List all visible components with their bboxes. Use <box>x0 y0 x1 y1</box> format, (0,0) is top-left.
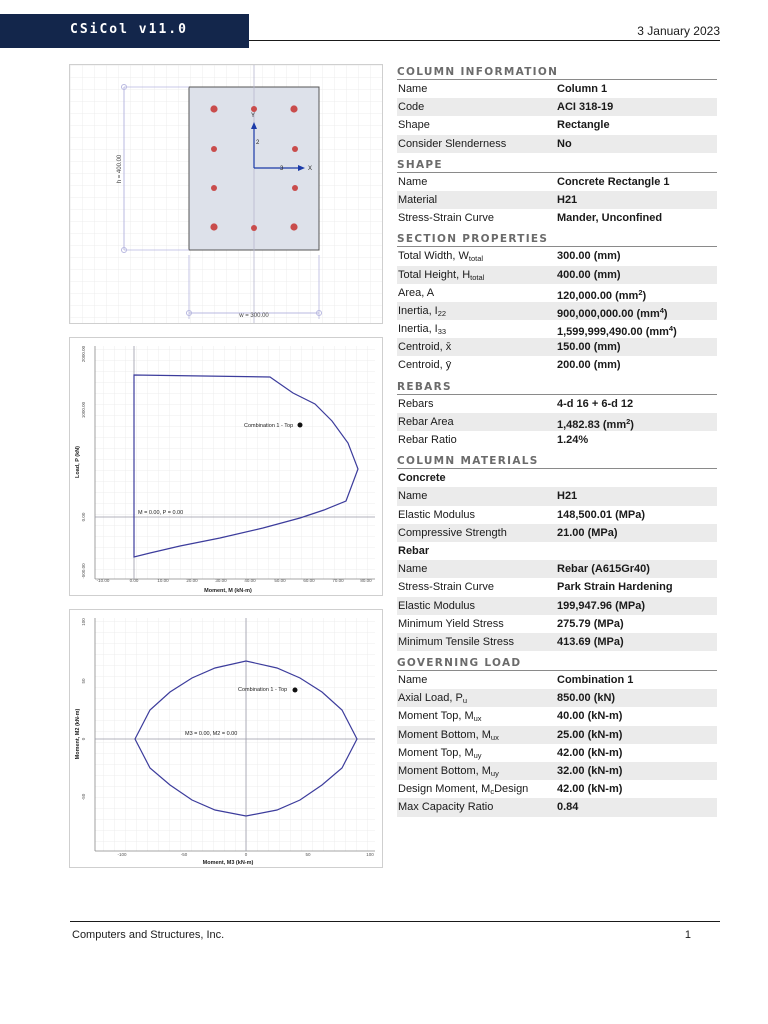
row-value: ACI 318-19 <box>557 101 614 114</box>
section-title-section-properties: SECTION PROPERTIES <box>397 231 717 247</box>
row-label: Moment Top, $M_{ux}$ <box>398 710 482 724</box>
row-label: Name <box>398 490 428 503</box>
table-row <box>397 320 717 338</box>
y-tick-label: 0.00 <box>81 512 86 522</box>
row-value: Park Strain Hardening <box>557 581 673 594</box>
row-label: Total Width, $W_{total}$ <box>398 250 484 264</box>
demand-point-label: Combination 1 - Top <box>238 687 288 693</box>
x-tick-label: 0.00 <box>129 578 139 583</box>
x-tick-label: 0 <box>244 852 248 857</box>
row-label: Shape <box>398 119 430 132</box>
x-axis-title: Moment, M (kN-m) <box>204 588 252 594</box>
origin-label: M3 = 0.00, M2 = 0.00 <box>185 731 238 737</box>
demand-point-label: Combination 1 - Top <box>244 423 294 429</box>
row-value: 32.00 (kN-m) <box>557 765 623 777</box>
rebar <box>251 106 257 112</box>
mm-interaction-chart <box>70 610 382 867</box>
section-drawing-panel <box>69 64 383 324</box>
row-label: Compressive Strength <box>398 526 507 539</box>
origin-label: M = 0.00, P = 0.00 <box>138 510 184 516</box>
y-axis-title: Moment, M2 (kN-m) <box>75 708 81 760</box>
table-row <box>397 597 717 615</box>
row-value: 400.00 (mm) <box>557 268 621 281</box>
table-row <box>397 338 717 356</box>
row-label: Max Capacity Ratio <box>398 801 494 814</box>
table-row <box>397 707 717 725</box>
row-value: Concrete Rectangle 1 <box>557 175 670 188</box>
row-label: Centroid, ȳ <box>398 359 452 372</box>
row-label: Moment Bottom, $M_{uy}$ <box>398 765 499 778</box>
table-row <box>397 284 717 302</box>
row-value: 120,000.00 $(mm^2)$ <box>557 287 647 302</box>
row-label: Centroid, x̄ <box>398 341 452 354</box>
row-label: Minimum Yield Stress <box>398 617 504 630</box>
mm-interaction-chart-panel <box>69 609 383 868</box>
row-value: Combination 1 <box>557 674 634 687</box>
x-tick-label: 20.00 <box>186 578 198 583</box>
row-value: Mander, Unconfined <box>557 212 663 225</box>
x-tick-label: 50 <box>305 852 311 857</box>
row-value: 150.00 (mm) <box>557 341 621 354</box>
row-label: Name <box>398 674 428 687</box>
row-label: Consider Slenderness <box>398 137 507 150</box>
row-value: 275.79 (MPa) <box>557 617 624 630</box>
section-drawing <box>70 65 382 323</box>
x-tick-label: 40.00 <box>244 578 256 583</box>
y-tick-label: -50 <box>81 793 86 801</box>
table-row <box>397 116 717 134</box>
row-label: Inertia, $I_{22}$ <box>398 304 447 318</box>
x-tick-label: 70.00 <box>332 578 344 583</box>
y-tick-label: 2000.00 <box>81 345 86 363</box>
y-tick-label: 50 <box>81 678 86 684</box>
row-label: Material <box>398 193 438 206</box>
table-row <box>397 560 717 578</box>
table-row <box>397 135 717 153</box>
table-row <box>397 615 717 633</box>
row-value: 1,599,999,490.00 $(mm^4)$ <box>557 324 677 339</box>
row-value: 850.00 (kN) <box>557 692 616 705</box>
table-row <box>397 689 717 707</box>
row-label: Moment Bottom, $M_{ux}$ <box>398 728 499 742</box>
row-label: Rebar Area <box>398 415 454 428</box>
table-row <box>397 247 717 265</box>
x-tick-label: 100 <box>366 852 374 857</box>
section-title-column-materials: COLUMN MATERIALS <box>397 453 717 469</box>
table-row <box>397 356 717 374</box>
y-tick-label: 100 <box>81 618 86 626</box>
x-tick-label: -100 <box>117 852 127 857</box>
pm-interaction-chart-panel <box>69 337 383 596</box>
row-value: 199,947.96 (MPa) <box>557 599 646 612</box>
rebar <box>210 223 217 230</box>
width-dimension-label: w = 300.00 <box>239 313 269 319</box>
row-label: Moment Top, $M_{uy}$ <box>398 746 482 760</box>
table-row <box>397 726 717 744</box>
x-tick-label: 60.00 <box>303 578 315 583</box>
footer-rule <box>70 921 720 922</box>
row-label: Name <box>398 563 428 576</box>
rebar-subheading: Rebar <box>398 544 430 557</box>
pm-interaction-chart <box>70 338 382 595</box>
row-value: 42.00 (kN-m) <box>557 783 623 796</box>
row-value: 42.00 (kN-m) <box>557 746 623 759</box>
section-title-rebars: REBARS <box>397 379 717 395</box>
table-row <box>397 506 717 524</box>
row-value: H21 <box>557 490 578 503</box>
row-label: Area, A <box>398 286 435 299</box>
row-value: 900,000,000.00 $(mm^4)$ <box>557 305 668 320</box>
rebar <box>290 223 297 230</box>
rebar <box>292 146 298 152</box>
axis-x-label: X <box>308 166 313 172</box>
row-value: 25.00 (kN-m) <box>557 728 623 741</box>
rebar <box>211 185 217 191</box>
demand-point <box>293 688 298 693</box>
axis-2-label: 2 <box>256 140 260 146</box>
x-tick-label: 80.00 <box>360 578 372 583</box>
row-value: 200.00 (mm) <box>557 359 621 372</box>
row-value: 21.00 (MPa) <box>557 526 618 539</box>
concrete-subheading: Concrete <box>398 472 446 485</box>
table-row <box>397 487 717 505</box>
y-tick-label: 1000.00 <box>81 401 86 419</box>
footer-company: Computers and Structures, Inc. <box>72 929 225 941</box>
header-rule <box>249 40 720 41</box>
x-tick-label: 30.00 <box>215 578 227 583</box>
section-title-shape: SHAPE <box>397 157 717 173</box>
x-tick-label: -10.00 <box>96 578 110 583</box>
row-label: Stress-Strain Curve <box>398 581 494 594</box>
row-label: Total Height, $H_{total}$ <box>398 268 485 282</box>
row-label: Axial Load, $P_u$ <box>398 692 467 706</box>
table-row <box>397 671 717 689</box>
row-value: 300.00 (mm) <box>557 250 621 263</box>
row-label: Design Moment, $M_cDesign$ <box>398 783 529 797</box>
row-value: 40.00 (kN-m) <box>557 710 623 723</box>
table-row <box>397 80 717 98</box>
x-tick-label: 10.00 <box>157 578 169 583</box>
x-tick-label: 50.00 <box>274 578 286 583</box>
y-axis-title: Load, P (kN) <box>75 446 81 478</box>
section-title-column-information: COLUMN INFORMATION <box>397 64 717 80</box>
report-tables <box>397 64 717 817</box>
row-value: 0.84 <box>557 801 579 814</box>
row-label: Rebar Ratio <box>398 434 457 446</box>
row-value: Column 1 <box>557 83 608 95</box>
table-row <box>397 173 717 191</box>
rebar <box>210 105 217 112</box>
row-value: 1,482.83 $(mm^2)$ <box>557 416 634 431</box>
row-label: Elastic Modulus <box>398 508 476 521</box>
app-title: CSiCol v11.0 <box>70 22 188 37</box>
row-value: 148,500.01 (MPa) <box>557 508 646 521</box>
row-value: 413.69 (MPa) <box>557 635 624 648</box>
row-label: Name <box>398 175 428 188</box>
demand-point <box>298 423 303 428</box>
row-label: Rebars <box>398 397 434 410</box>
row-value: Rebar (A615Gr40) <box>557 563 650 576</box>
row-label: Inertia, $I_{33}$ <box>398 323 447 337</box>
rebar <box>290 105 297 112</box>
table-row <box>397 191 717 209</box>
table-row <box>397 413 717 431</box>
rebar <box>251 225 257 231</box>
table-row <box>397 524 717 542</box>
table-row <box>397 744 717 762</box>
table-row <box>397 762 717 780</box>
report-date: 3 January 2023 <box>637 24 720 38</box>
row-value: 4-d 16 + 6-d 12 <box>557 397 634 410</box>
row-label: Name <box>398 83 428 95</box>
y-tick-label: -500.00 <box>81 563 86 579</box>
x-axis-title: Moment, M3 (kN-m) <box>202 860 254 866</box>
row-label: Stress-Strain Curve <box>398 212 494 225</box>
y-tick-label: 0 <box>81 737 86 741</box>
axis-y-label: Y <box>251 113 256 119</box>
table-row <box>397 578 717 596</box>
row-value: H21 <box>557 193 578 206</box>
table-row <box>397 98 717 116</box>
row-value: Rectangle <box>557 119 610 132</box>
x-tick-label: -50 <box>180 852 188 857</box>
table-row <box>397 302 717 320</box>
row-label: Elastic Modulus <box>398 599 476 612</box>
table-row <box>397 395 717 413</box>
rebar <box>211 146 217 152</box>
row-label: Code <box>398 101 425 114</box>
row-value: 1.24% <box>557 434 589 446</box>
table-row <box>397 209 717 227</box>
row-value: No <box>557 137 572 150</box>
section-title-governing-load: GOVERNING LOAD <box>397 655 717 671</box>
page-number: 1 <box>684 929 691 941</box>
axis-3-label: 3 <box>280 166 284 172</box>
rebar <box>292 185 298 191</box>
table-row <box>397 798 717 816</box>
table-row <box>397 266 717 284</box>
table-row <box>397 780 717 798</box>
height-dimension-label: h = 400.00 <box>117 154 123 184</box>
row-label: Minimum Tensile Stress <box>398 635 514 648</box>
table-row <box>397 431 717 449</box>
table-row <box>397 633 717 651</box>
